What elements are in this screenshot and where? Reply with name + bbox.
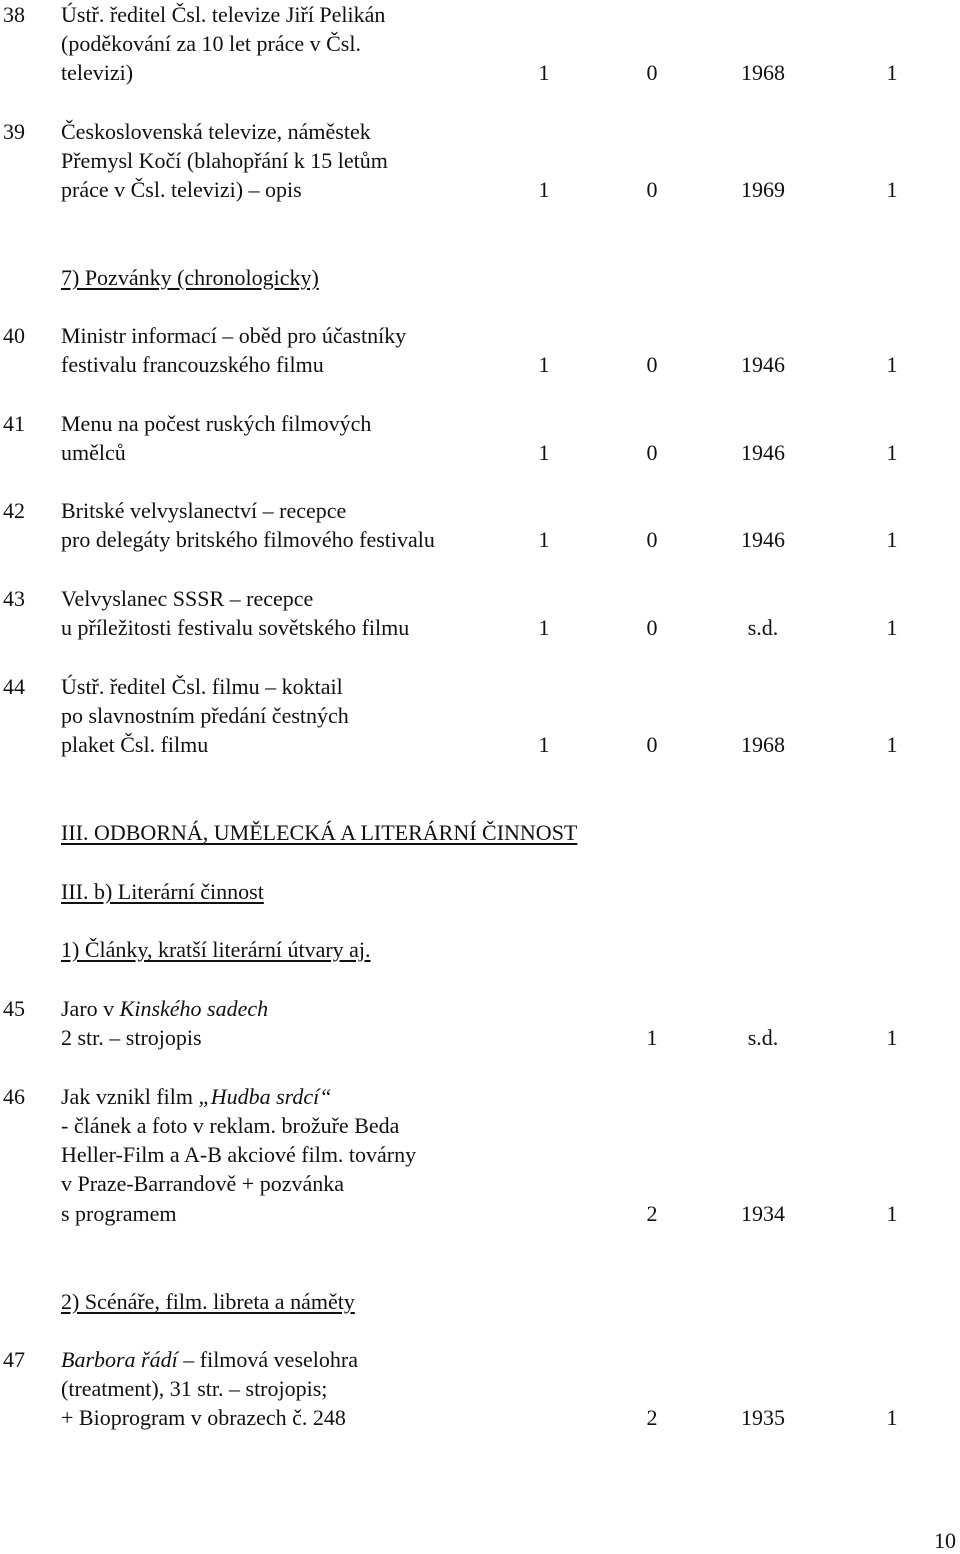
year: s.d. xyxy=(747,1025,779,1050)
box: 1 xyxy=(886,1201,898,1226)
count-a: 1 xyxy=(538,615,550,640)
entry-text: umělců xyxy=(61,440,126,465)
entry-text: v Praze-Barrandově + pozvánka xyxy=(61,1171,345,1196)
entry-text: Československá televize, náměstek xyxy=(61,119,371,144)
entry-text: festivalu francouzského filmu xyxy=(61,352,324,377)
entry-text: Heller-Film a A-B akciové film. továrny xyxy=(61,1142,417,1167)
entry-title-italic: Barbora řádí xyxy=(61,1347,178,1372)
entry-text: Ministr informací – oběd pro účastníky xyxy=(61,323,407,348)
section-heading: III. b) Literární činnost xyxy=(61,879,264,904)
box: 1 xyxy=(886,615,898,640)
year: 1946 xyxy=(741,440,785,465)
entry-text xyxy=(61,1345,358,1374)
entry-text: Menu na počest ruských filmových xyxy=(61,411,372,436)
count-a: 2 xyxy=(646,1201,658,1226)
box: 1 xyxy=(886,60,898,85)
entry-text xyxy=(61,994,268,1023)
entry-text: Velvyslanec SSSR – recepce xyxy=(61,586,314,611)
count-b: 0 xyxy=(646,60,658,85)
entry-text: Přemysl Kočí (blahopřání k 15 letům xyxy=(61,148,388,173)
entry-text: 2 str. – strojopis xyxy=(61,1025,202,1050)
count-a: 1 xyxy=(538,527,550,552)
count-a: 1 xyxy=(538,60,550,85)
count-a: 1 xyxy=(538,440,550,465)
entry-text: + Bioprogram v obrazech č. 248 xyxy=(61,1405,346,1430)
section-heading: 1) Články, kratší literární útvary aj. xyxy=(61,937,371,962)
entry-title-italic: „Hudba srdcí“ xyxy=(198,1084,332,1109)
section-heading: 7) Pozvánky (chronologicky) xyxy=(61,265,319,290)
box: 1 xyxy=(886,177,898,202)
entry-text-part: – filmová veselohra xyxy=(177,1347,358,1372)
box: 1 xyxy=(886,440,898,465)
section-heading: 2) Scénáře, film. libreta a náměty xyxy=(61,1289,355,1314)
entry-number: 40 xyxy=(3,323,25,348)
entry-number: 38 xyxy=(3,2,25,27)
count-a: 1 xyxy=(646,1025,658,1050)
box: 1 xyxy=(886,1025,898,1050)
entry-number: 44 xyxy=(3,674,25,699)
page-number: 10 xyxy=(934,1528,956,1553)
entry-text: (treatment), 31 str. – strojopis; xyxy=(61,1376,328,1401)
year: 1969 xyxy=(741,177,785,202)
entry-text: po slavnostním předání čestných xyxy=(61,703,349,728)
entry-text: Ústř. ředitel Čsl. televize Jiří Pelikán xyxy=(61,2,386,27)
year: 1935 xyxy=(741,1405,785,1430)
count-b: 0 xyxy=(646,352,658,377)
entry-number: 43 xyxy=(3,586,25,611)
entry-text: Ústř. ředitel Čsl. filmu – koktail xyxy=(61,674,343,699)
entry-text-part: Jak vznikl film xyxy=(61,1084,199,1109)
entry-text: (poděkování za 10 let práce v Čsl. xyxy=(61,31,361,56)
box: 1 xyxy=(886,1405,898,1430)
box: 1 xyxy=(886,732,898,757)
count-b: 0 xyxy=(646,440,658,465)
box: 1 xyxy=(886,352,898,377)
entry-text: s programem xyxy=(61,1201,177,1226)
entry-text: práce v Čsl. televizi) – opis xyxy=(61,177,302,202)
entry-number: 42 xyxy=(3,498,25,523)
count-a: 1 xyxy=(538,177,550,202)
year: 1946 xyxy=(741,352,785,377)
section-heading: III. ODBORNÁ, UMĚLECKÁ A LITERÁRNÍ ČINNOST xyxy=(61,820,578,845)
year: 1968 xyxy=(741,60,785,85)
entry-number: 39 xyxy=(3,119,25,144)
box: 1 xyxy=(886,527,898,552)
count-b: 0 xyxy=(646,615,658,640)
year: 1946 xyxy=(741,527,785,552)
year: 1968 xyxy=(741,732,785,757)
count-a: 2 xyxy=(646,1405,658,1430)
count-b: 0 xyxy=(646,732,658,757)
entry-number: 41 xyxy=(3,411,25,436)
entry-text: u příležitosti festivalu sovětského filmu xyxy=(61,615,410,640)
entry-text: Britské velvyslanectví – recepce xyxy=(61,498,347,523)
count-a: 1 xyxy=(538,352,550,377)
entry-text: - článek a foto v reklam. brožuře Beda xyxy=(61,1113,400,1138)
entry-title-italic: Kinského sadech xyxy=(119,996,269,1021)
count-b: 0 xyxy=(646,527,658,552)
entry-text: plaket Čsl. filmu xyxy=(61,732,209,757)
year: s.d. xyxy=(747,615,779,640)
entry-number: 47 xyxy=(3,1347,25,1372)
entry-number: 46 xyxy=(3,1084,25,1109)
entry-text: televizi) xyxy=(61,60,134,85)
year: 1934 xyxy=(741,1201,785,1226)
count-b: 0 xyxy=(646,177,658,202)
entry-text xyxy=(61,1082,332,1111)
entry-text: pro delegáty britského filmového festivalu xyxy=(61,527,435,552)
entry-text-part: Jaro v xyxy=(61,996,120,1021)
count-a: 1 xyxy=(538,732,550,757)
entry-number: 45 xyxy=(3,996,25,1021)
